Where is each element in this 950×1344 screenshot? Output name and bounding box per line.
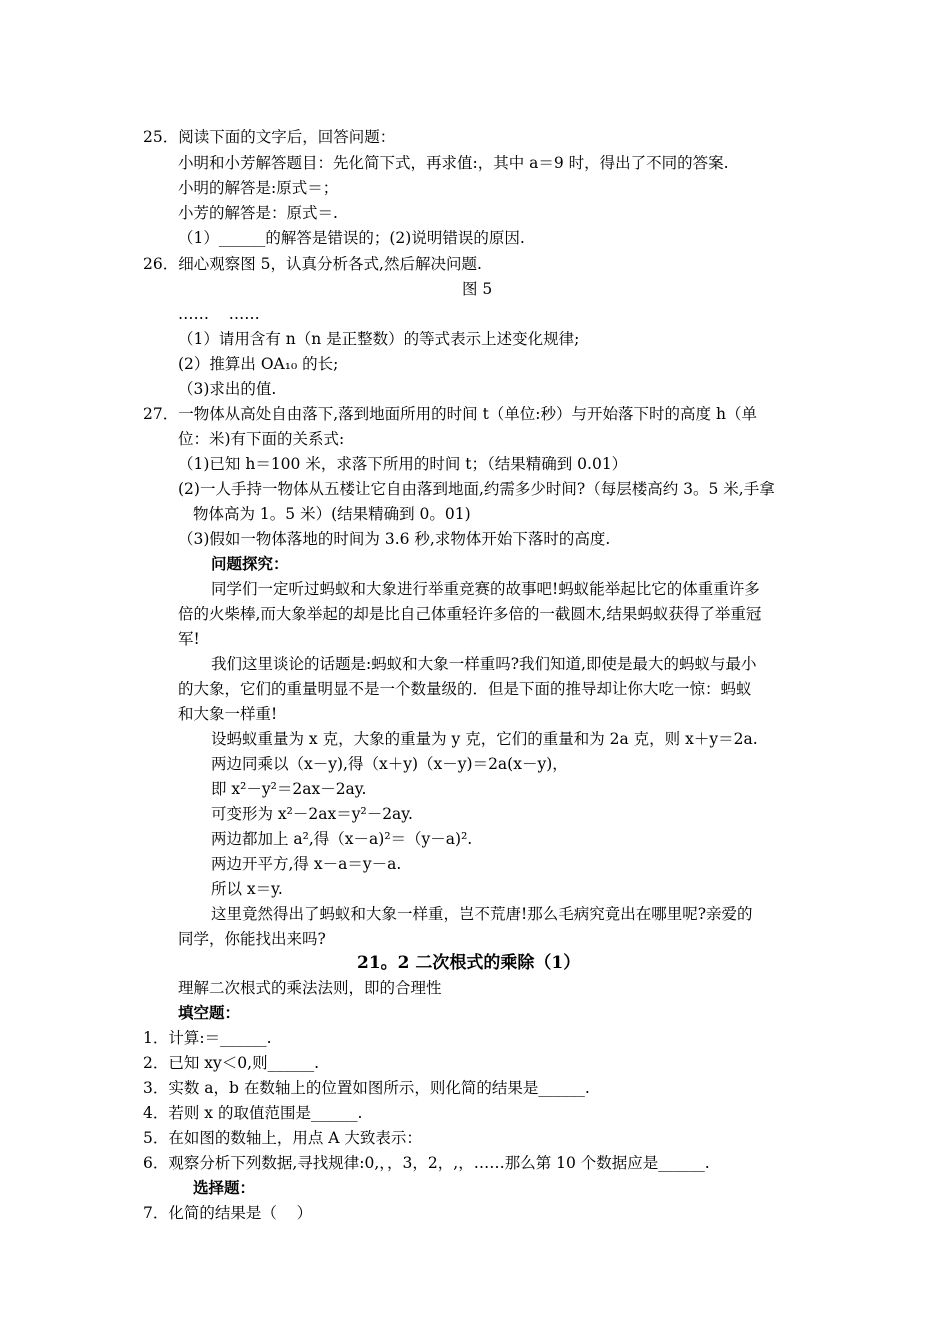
question-6: 6．观察分析下列数据,寻找规律:0,，，3，2，,，……那么第 10 个数据应是______.	[143, 1154, 710, 1172]
section-objective: 理解二次根式的乘法法则，即的合理性	[178, 979, 442, 997]
ellipsis-row: …… ……	[178, 305, 260, 323]
explore-para2-line2: 的大象，它们的重量明显不是一个数量级的．但是下面的推导却让你大吃一惊：蚂蚁	[178, 680, 752, 698]
derivation-step7: 所以 x＝y.	[211, 880, 283, 898]
q25-subquestions: （1）______的解答是错误的；(2)说明错误的原因.	[178, 229, 525, 247]
q26-part3: （3)求出的值.	[178, 380, 277, 398]
q27-part2: (2)一人手持一物体从五楼让它自由落到地面,约需多少时间?（每层楼高约 3。5 米,手拿	[178, 480, 775, 498]
derivation-step4: 可变形为 x²－2ax＝y²－2ay.	[211, 805, 413, 823]
explore-para1-line1: 同学们一定听过蚂蚁和大象进行举重竞赛的故事吧!蚂蚁能举起比它的体重重许多	[211, 580, 760, 598]
q25-xiaoming: 小明的解答是:原式＝；	[178, 179, 339, 197]
figure-5-caption: 图 5	[462, 280, 493, 298]
derivation-step1: 设蚂蚁重量为 x 克，大象的重量为 y 克，它们的重量和为 2a 克，则 x＋y＝2a.	[211, 730, 758, 748]
derivation-step6: 两边开平方,得 x－a＝y－a.	[211, 855, 402, 873]
q27-continued: 位：米)有下面的关系式:	[178, 430, 345, 448]
question-2: 2．已知 xy＜0,则______.	[143, 1054, 320, 1072]
explore-para2-line3: 和大象一样重!	[178, 705, 278, 723]
q27-part2-continued: 物体高为 1。5 米）(结果精确到 0。01)	[193, 505, 471, 523]
choice-heading: 选择题：	[193, 1178, 256, 1197]
q27-part3: （3)假如一物体落地的时间为 3.6 秒,求物体开始下落时的高度.	[178, 530, 611, 548]
question-4: 4．若则 x 的取值范围是______.	[143, 1104, 363, 1122]
question-7: 7．化简的结果是（ ）	[143, 1204, 313, 1222]
explore-para1-line2: 倍的火柴棒,而大象举起的却是比自己体重轻许多倍的一截圆木,结果蚂蚁获得了举重冠	[178, 605, 762, 623]
q26-part2: (2）推算出 OA₁₀ 的长;	[178, 355, 339, 373]
q27-part1: （1)已知 h＝100 米，求落下所用的时间 t；（结果精确到 0.01）	[178, 455, 628, 473]
question-27: 27．一物体从高处自由落下,落到地面所用的时间 t（单位:秒）与开始落下时的高度 h（单	[143, 405, 757, 423]
question-26: 26．细心观察图 5，认真分析各式,然后解决问题.	[143, 255, 482, 273]
explore-para3-line1: 这里竟然得出了蚂蚁和大象一样重，岂不荒唐!那么毛病究竟出在哪里呢?亲爱的	[211, 905, 753, 923]
derivation-step3: 即 x²－y²＝2ax－2ay.	[211, 780, 367, 798]
q25-xiaofang: 小芳的解答是：原式＝.	[178, 204, 338, 222]
section-title: 21。2 二次根式的乘除（1）	[357, 953, 581, 973]
derivation-step2: 两边同乘以（x－y),得（x＋y)（x－y)＝2a(x－y)，	[211, 755, 568, 773]
question-1: 1．计算:＝______.	[143, 1029, 272, 1047]
q26-part1: （1）请用含有 n（n 是正整数）的等式表示上述变化规律;	[178, 330, 580, 348]
fill-in-heading: 填空题：	[178, 1003, 241, 1022]
section-heading-explore: 问题探究：	[211, 554, 289, 573]
derivation-step5: 两边都加上 a²,得（x－a)²＝（y－a)².	[211, 830, 473, 848]
question-5: 5．在如图的数轴上，用点 A 大致表示：	[143, 1129, 422, 1147]
question-3: 3．实数 a，b 在数轴上的位置如图所示，则化简的结果是______.	[143, 1079, 590, 1097]
explore-para2-line1: 我们这里谈论的话题是:蚂蚁和大象一样重吗?我们知道,即使是最大的蚂蚁与最小	[211, 655, 757, 673]
explore-para1-line3: 军!	[178, 630, 200, 648]
explore-para3-line2: 同学，你能找出来吗?	[178, 930, 326, 948]
question-25: 25．阅读下面的文字后，回答问题：	[143, 128, 396, 146]
q25-problem: 小明和小芳解答题目：先化简下式，再求值:，其中 a＝9 时，得出了不同的答案.	[178, 154, 729, 172]
